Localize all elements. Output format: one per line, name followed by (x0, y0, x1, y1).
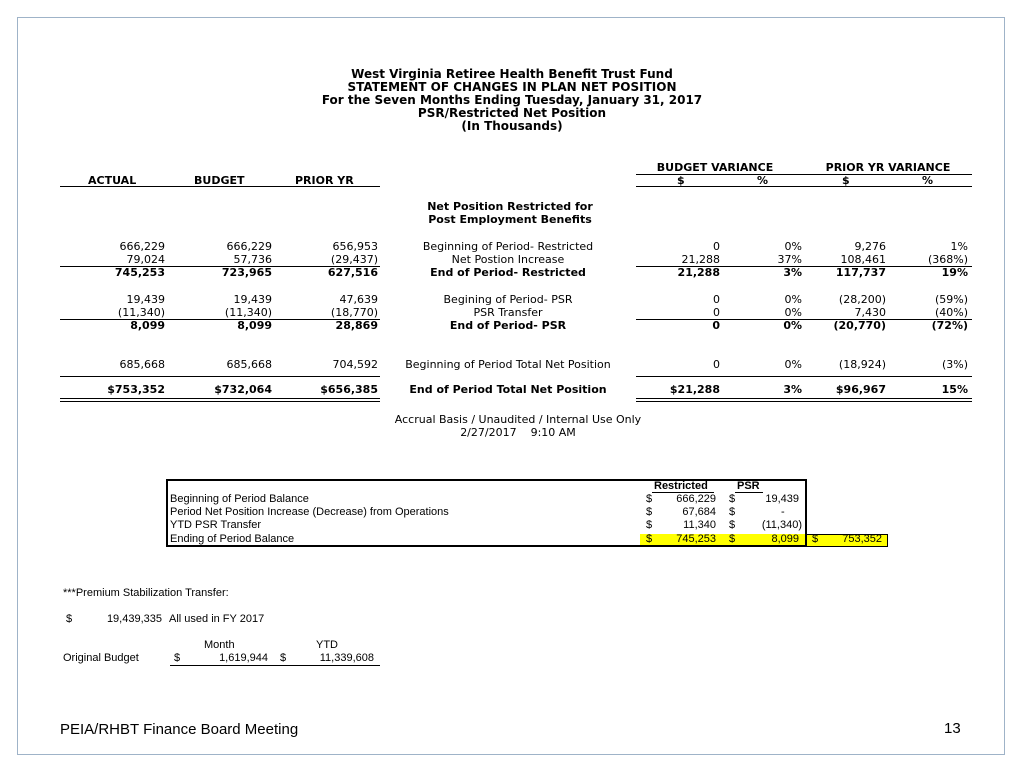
row-pv-amount: 7,430 (854, 306, 886, 319)
pv-pct-header: % (922, 174, 934, 187)
row-prior: 28,869 (335, 319, 378, 332)
row-pv-amount: $96,967 (835, 383, 886, 396)
month-value: 1,619,944 (219, 652, 268, 664)
month-header: Month (204, 639, 235, 651)
row-prior: (29,437) (330, 253, 378, 266)
row-bv-percent: 3% (783, 383, 802, 396)
row-actual: 685,668 (119, 358, 165, 371)
summary-dollar: $ (729, 533, 736, 545)
report-scope: PSR/Restricted Net Position (417, 106, 607, 120)
total-rule (636, 376, 972, 377)
row-label: PSR Transfer (473, 306, 543, 319)
row-budget: 666,229 (226, 240, 272, 253)
summary-row-label: Ending of Period Balance (170, 533, 295, 545)
summary-restricted-value: 745,253 (676, 533, 716, 545)
report-title: West Virginia Retiree Health Benefit Trust Fund (351, 67, 673, 81)
header-rule-right (636, 186, 972, 187)
row-label: End of Period- Restricted (430, 266, 586, 279)
summary-dollar: $ (729, 519, 736, 531)
row-actual: (11,340) (117, 306, 165, 319)
ytd-value: 11,339,608 (319, 652, 374, 664)
row-budget: 19,439 (233, 293, 272, 306)
psr-usage-text: All used in FY 2017 (169, 613, 265, 625)
double-underline (60, 398, 380, 402)
row-label: Begining of Period- PSR (443, 293, 573, 306)
row-pv-amount: 108,461 (840, 253, 886, 266)
report-period: For the Seven Months Ending Tuesday, January 31, 2017 (321, 93, 703, 107)
row-pv-percent: (3%) (941, 358, 968, 371)
basis-note: Accrual Basis / Unaudited / Internal Use Only (394, 413, 642, 426)
row-budget: $732,064 (214, 383, 272, 396)
bv-dollar-header: $ (677, 174, 685, 187)
pv-dollar-header: $ (842, 174, 850, 187)
variance-header-rule (636, 174, 972, 175)
row-bv-amount: 0 (713, 358, 720, 371)
report-units: (In Thousands) (461, 119, 563, 133)
summary-dollar: $ (646, 506, 653, 518)
row-label: Beginning of Period Total Net Position (405, 358, 611, 371)
summary-total-value: 753,352 (842, 533, 882, 545)
row-label: Beginning of Period- Restricted (422, 240, 594, 253)
row-pv-percent: 15% (941, 383, 968, 396)
row-pv-amount: (20,770) (833, 319, 886, 332)
summary-psr-value: - (781, 506, 785, 518)
row-budget: 685,668 (226, 358, 272, 371)
prior-yr-header: PRIOR YR (295, 174, 354, 187)
section-title-line2: Post Employment Benefits (428, 213, 592, 226)
row-pv-percent: (72%) (931, 319, 968, 332)
summary-psr-value: 19,439 (765, 493, 799, 505)
row-actual: $753,352 (107, 383, 165, 396)
row-actual: 666,229 (119, 240, 165, 253)
summary-dollar: $ (812, 533, 819, 545)
row-pv-percent: 1% (950, 240, 968, 253)
summary-row-label: Period Net Position Increase (Decrease) from Operations (170, 506, 449, 518)
row-actual: 79,024 (126, 253, 165, 266)
row-budget: 723,965 (221, 266, 272, 279)
summary-psr-value: 8,099 (771, 533, 799, 545)
row-pv-amount: (28,200) (838, 293, 886, 306)
row-bv-percent: 0% (783, 319, 802, 332)
summary-dollar: $ (646, 519, 653, 531)
row-prior: 47,639 (339, 293, 378, 306)
row-prior: 627,516 (327, 266, 378, 279)
row-bv-percent: 0% (784, 240, 802, 253)
psr-dollar: $ (66, 613, 73, 625)
report-timestamp: 2/27/2017 9:10 AM (460, 426, 576, 439)
summary-row-label: Beginning of Period Balance (170, 493, 309, 505)
row-bv-percent: 37% (777, 253, 802, 266)
row-prior: $656,385 (320, 383, 378, 396)
summary-dollar: $ (729, 493, 736, 505)
report-subtitle: STATEMENT OF CHANGES IN PLAN NET POSITION (347, 80, 677, 94)
row-pv-percent: (59%) (934, 293, 968, 306)
row-bv-percent: 0% (784, 358, 802, 371)
footer-text: PEIA/RHBT Finance Board Meeting (60, 721, 299, 738)
row-label: End of Period- PSR (449, 319, 567, 332)
row-bv-amount: 0 (713, 306, 720, 319)
page-number: 13 (944, 720, 961, 737)
prior-yr-variance-header: PRIOR YR VARIANCE (825, 161, 951, 174)
actual-header: ACTUAL (88, 174, 137, 187)
row-bv-amount: 0 (713, 293, 720, 306)
row-bv-percent: 3% (783, 266, 802, 279)
row-pv-percent: (40%) (934, 306, 968, 319)
summary-restricted-value: 11,340 (683, 519, 716, 531)
budget-header: BUDGET (194, 174, 245, 187)
row-bv-percent: 0% (784, 293, 802, 306)
summary-restricted-value: 666,229 (676, 493, 716, 505)
row-prior: 656,953 (332, 240, 378, 253)
row-pv-percent: (368%) (927, 253, 968, 266)
row-bv-amount: 21,288 (681, 253, 720, 266)
row-budget: 8,099 (237, 319, 272, 332)
row-pv-percent: 19% (941, 266, 968, 279)
total-cell-border (887, 534, 888, 547)
row-label: Net Postion Increase (451, 253, 565, 266)
row-prior: (18,770) (330, 306, 378, 319)
bv-pct-header: % (757, 174, 769, 187)
header-rule-left (60, 186, 380, 187)
summary-dollar: $ (729, 506, 736, 518)
ytd-dollar: $ (280, 652, 287, 664)
row-actual: 745,253 (114, 266, 165, 279)
row-bv-amount: 0 (713, 240, 720, 253)
summary-restricted-header: Restricted (654, 480, 708, 492)
row-pv-amount: 117,737 (835, 266, 886, 279)
section-title-line1: Net Position Restricted for (427, 200, 593, 213)
ytd-header: YTD (316, 639, 338, 651)
total-rule (60, 376, 380, 377)
row-pv-amount: 9,276 (854, 240, 886, 253)
row-bv-amount: 21,288 (677, 266, 720, 279)
row-prior: 704,592 (332, 358, 378, 371)
row-pv-amount: (18,924) (838, 358, 886, 371)
summary-psr-value: (11,340) (761, 519, 802, 531)
summary-dollar: $ (646, 493, 653, 505)
row-label: End of Period Total Net Position (409, 383, 607, 396)
row-actual: 19,439 (126, 293, 165, 306)
total-cell-border (807, 546, 887, 547)
budget-underline (170, 665, 380, 666)
row-bv-amount: $21,288 (669, 383, 720, 396)
summary-dollar: $ (646, 533, 653, 545)
summary-restricted-value: 67,684 (682, 506, 716, 518)
summary-row-label: YTD PSR Transfer (170, 519, 262, 531)
row-bv-amount: 0 (712, 319, 720, 332)
row-actual: 8,099 (130, 319, 165, 332)
budget-variance-header: BUDGET VARIANCE (656, 161, 774, 174)
month-dollar: $ (174, 652, 181, 664)
row-bv-percent: 0% (784, 306, 802, 319)
row-budget: (11,340) (224, 306, 272, 319)
original-budget-label: Original Budget (63, 652, 139, 664)
summary-psr-header: PSR (737, 480, 760, 492)
psr-note-title: ***Premium Stabilization Transfer: (63, 587, 229, 599)
double-underline (636, 398, 972, 402)
row-budget: 57,736 (233, 253, 272, 266)
psr-amount: 19,439,335 (106, 613, 162, 625)
